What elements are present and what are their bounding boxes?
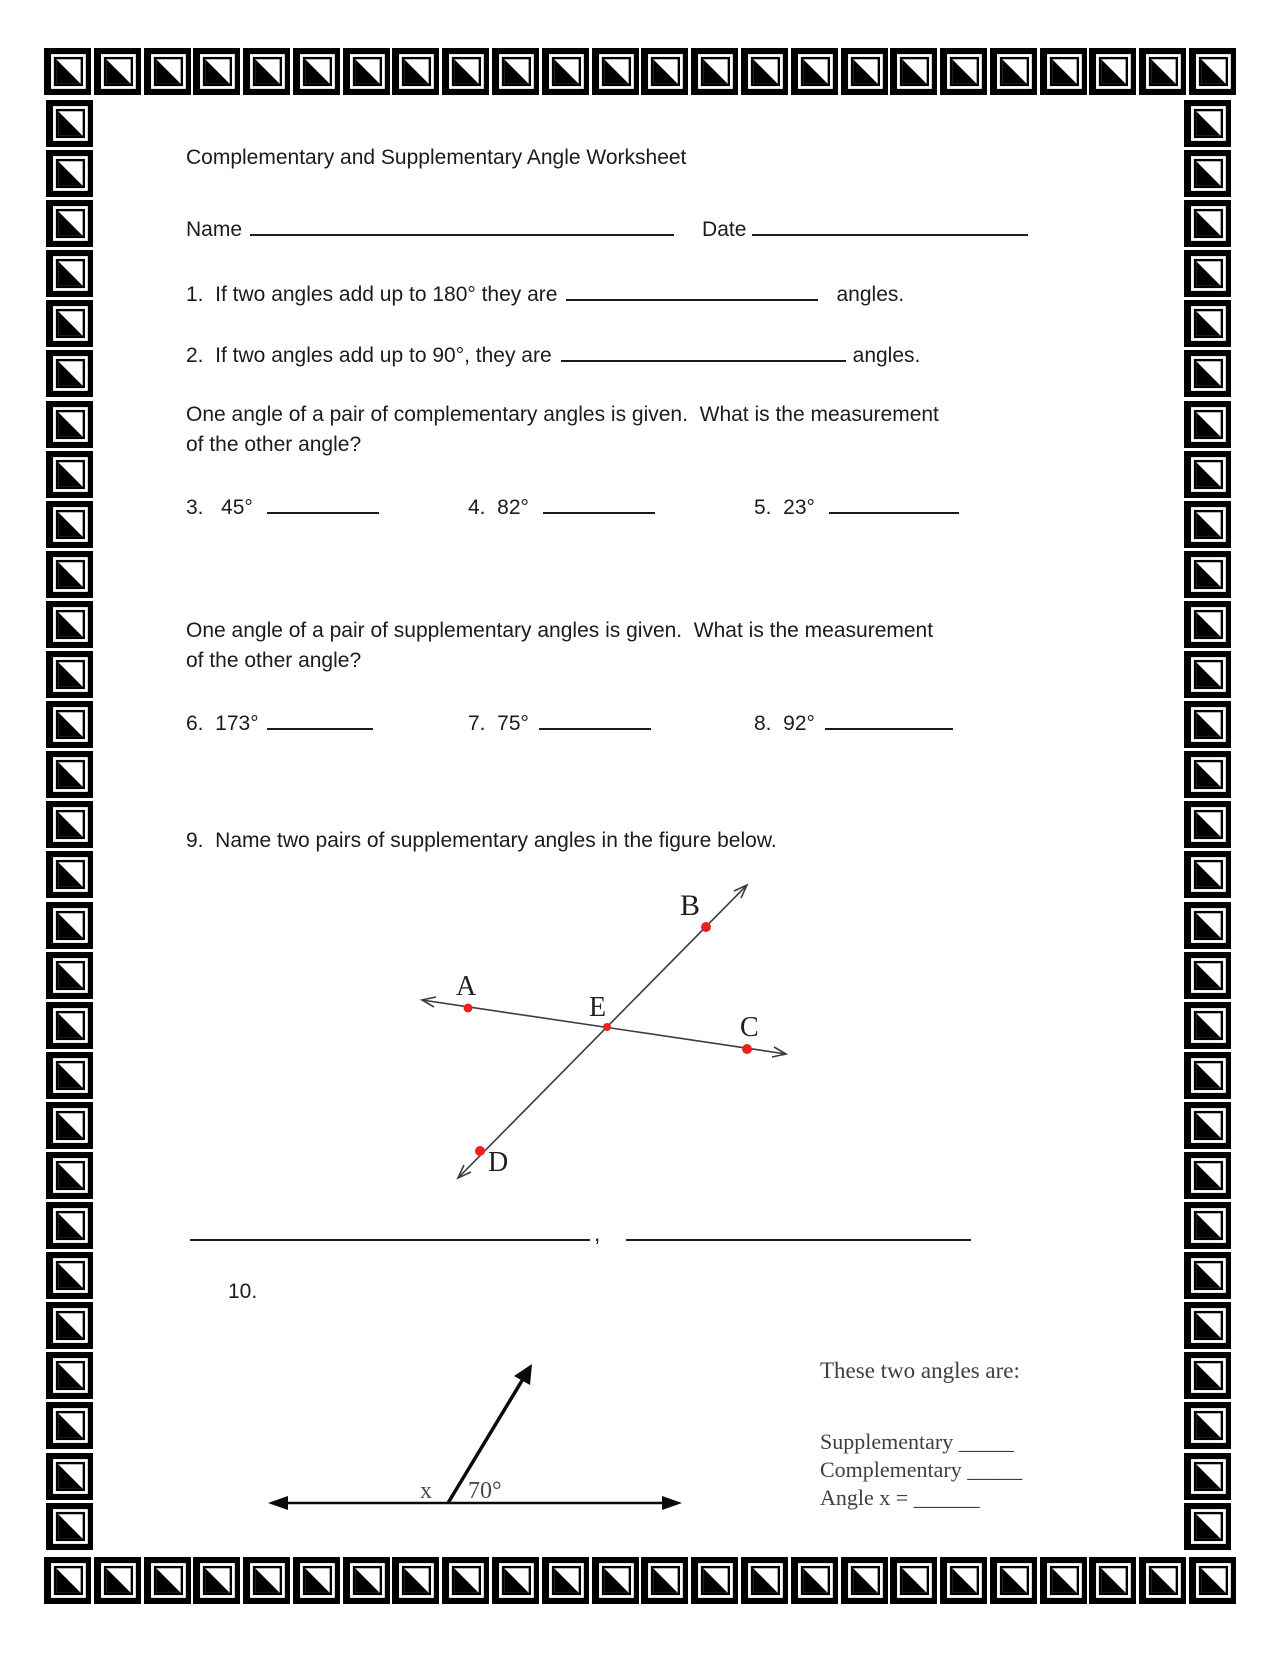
supplementary-prompt — [186, 616, 1086, 676]
border-left — [46, 100, 93, 1550]
border-tile — [1184, 1252, 1231, 1299]
question-1-blank[interactable] — [566, 281, 818, 301]
option-angle-x[interactable]: Angle x = ______ — [820, 1485, 980, 1510]
border-tile — [1184, 952, 1231, 999]
point-label-b: B — [680, 889, 701, 922]
border-tile — [46, 1002, 93, 1049]
border-tile — [46, 1152, 93, 1199]
border-tile — [46, 651, 93, 698]
question-1-text: 1. If two angles add up to 180° they are — [186, 283, 558, 306]
border-tile — [46, 751, 93, 798]
point-label-c: C — [740, 1012, 759, 1043]
border-tile — [293, 1557, 340, 1604]
question-8-blank[interactable] — [825, 710, 953, 730]
border-tile — [46, 851, 93, 898]
border-tile — [293, 48, 340, 95]
border-tile — [1189, 1557, 1236, 1604]
border-tile — [46, 250, 93, 297]
border-tile — [46, 1453, 93, 1500]
question-3-label: 3. 45° — [186, 496, 253, 519]
border-tile — [791, 48, 838, 95]
border-tile — [1184, 1052, 1231, 1099]
border-tile — [46, 551, 93, 598]
border-tile — [44, 1557, 91, 1604]
arrowhead-right — [662, 1496, 682, 1510]
border-tile — [46, 701, 93, 748]
complementary-prompt-line1: One angle of a pair of complementary angles is given. What is the measurement — [186, 403, 939, 426]
question-9-answer-row — [190, 1220, 971, 1247]
question-7 — [468, 710, 651, 736]
border-tile — [144, 48, 191, 95]
question-4-label: 4. 82° — [468, 496, 529, 519]
border-tile — [46, 1302, 93, 1349]
border-tile — [741, 1557, 788, 1604]
date-blank[interactable] — [752, 216, 1028, 236]
supplementary-prompt-line1: One angle of a pair of supplementary angles is given. What is the measurement — [186, 619, 934, 642]
question-1 — [186, 281, 904, 307]
border-tile — [1184, 1002, 1231, 1049]
question-4 — [468, 494, 655, 520]
border-tile — [1184, 551, 1231, 598]
question-3-blank[interactable] — [267, 494, 379, 514]
border-tile — [1184, 1152, 1231, 1199]
border-tile — [343, 1557, 390, 1604]
option-complementary[interactable]: Complementary _____ — [820, 1457, 1023, 1482]
border-top — [44, 48, 1236, 95]
point-label-e: E — [589, 992, 607, 1023]
question-4-blank[interactable] — [543, 494, 655, 514]
complementary-prompt-line2: of the other angle? — [186, 433, 362, 456]
point-dot-b — [701, 922, 711, 932]
border-tile — [1184, 350, 1231, 397]
border-tile — [46, 451, 93, 498]
border-tile — [343, 48, 390, 95]
border-tile — [144, 1557, 191, 1604]
border-tile — [1184, 1302, 1231, 1349]
border-tile — [46, 100, 93, 147]
name-blank[interactable] — [250, 216, 674, 236]
border-tile — [46, 601, 93, 648]
border-tile — [46, 350, 93, 397]
point-dot-a — [464, 1004, 473, 1013]
border-tile — [492, 1557, 539, 1604]
border-tile — [46, 300, 93, 347]
border-tile — [492, 48, 539, 95]
border-tile — [1184, 851, 1231, 898]
name-date-row — [186, 216, 1028, 242]
border-tile — [841, 48, 888, 95]
question-9-blank-2[interactable] — [626, 1221, 971, 1241]
border-tile — [46, 801, 93, 848]
border-tile — [1184, 1202, 1231, 1249]
border-tile — [592, 48, 639, 95]
point-dot-e — [603, 1023, 611, 1031]
complementary-prompt — [186, 400, 1086, 460]
border-tile — [1184, 1453, 1231, 1500]
angle-70-label: 70° — [468, 1478, 502, 1504]
border-tile — [442, 1557, 489, 1604]
border-tile — [592, 1557, 639, 1604]
border-tile — [940, 48, 987, 95]
page-title: Complementary and Supplementary Angle Worksheet — [186, 146, 687, 169]
question-2-blank[interactable] — [561, 342, 846, 362]
border-tile — [46, 200, 93, 247]
border-tile — [641, 48, 688, 95]
question-6-blank[interactable] — [267, 710, 373, 730]
question-6-label: 6. 173° — [186, 712, 259, 735]
question-10-panel — [820, 1358, 1022, 1512]
border-tile — [46, 1052, 93, 1099]
question-7-blank[interactable] — [539, 710, 651, 730]
border-tile — [46, 952, 93, 999]
border-tile — [46, 1102, 93, 1149]
border-tile — [1184, 801, 1231, 848]
supplementary-prompt-line2: of the other angle? — [186, 649, 362, 672]
border-tile — [1184, 902, 1231, 949]
border-tile — [1184, 1503, 1231, 1550]
question-3 — [186, 494, 379, 520]
option-supplementary[interactable]: Supplementary _____ — [820, 1429, 1014, 1454]
border-tile — [1184, 501, 1231, 548]
point-label-a: A — [456, 971, 477, 1002]
border-tile — [1184, 1402, 1231, 1449]
border-right — [1184, 100, 1231, 1550]
border-tile — [1184, 100, 1231, 147]
figure-angle-on-line — [258, 1338, 688, 1510]
border-tile — [46, 1252, 93, 1299]
questions-3-5-row — [186, 494, 1106, 520]
border-tile — [691, 1557, 738, 1604]
border-bottom — [44, 1557, 1236, 1604]
question-9-blank-1[interactable] — [190, 1221, 590, 1241]
border-tile — [1184, 150, 1231, 197]
border-tile — [1184, 1102, 1231, 1149]
figure-intersecting-lines — [390, 858, 810, 1188]
border-tile — [46, 1503, 93, 1550]
border-tile — [1184, 1352, 1231, 1399]
questions-6-8-row — [186, 710, 1106, 736]
question-9-comma: , — [594, 1220, 601, 1246]
border-tile — [94, 1557, 141, 1604]
border-tile — [1184, 401, 1231, 448]
border-tile — [1184, 601, 1231, 648]
question-1-suffix: angles. — [836, 283, 905, 306]
point-dot-c — [742, 1044, 752, 1054]
border-tile — [1184, 300, 1231, 347]
question-10-label: 10. — [228, 1280, 258, 1303]
question-5-blank[interactable] — [829, 494, 959, 514]
border-tile — [1189, 48, 1236, 95]
border-tile — [1089, 1557, 1136, 1604]
arrowhead-left — [268, 1496, 288, 1510]
border-tile — [44, 48, 91, 95]
border-tile — [442, 48, 489, 95]
question-2-suffix: angles. — [852, 344, 921, 367]
border-tile — [193, 48, 240, 95]
border-tile — [890, 1557, 937, 1604]
question-8 — [754, 710, 953, 736]
border-tile — [1184, 701, 1231, 748]
question-2 — [186, 342, 920, 368]
question-5 — [754, 494, 959, 520]
name-label: Name — [186, 218, 243, 241]
border-tile — [1184, 751, 1231, 798]
border-tile — [940, 1557, 987, 1604]
border-tile — [46, 1352, 93, 1399]
border-tile — [243, 1557, 290, 1604]
border-tile — [46, 150, 93, 197]
question-2-text: 2. If two angles add up to 90°, they are — [186, 344, 552, 367]
date-label: Date — [702, 218, 747, 241]
border-tile — [46, 1402, 93, 1449]
border-tile — [1139, 48, 1186, 95]
point-label-d: D — [488, 1147, 509, 1178]
border-tile — [392, 1557, 439, 1604]
question-6 — [186, 710, 373, 736]
border-tile — [1139, 1557, 1186, 1604]
border-tile — [990, 1557, 1037, 1604]
border-tile — [791, 1557, 838, 1604]
border-tile — [94, 48, 141, 95]
question-9-label: 9. Name two pairs of supplementary angles in the figure below. — [186, 829, 777, 852]
border-tile — [890, 48, 937, 95]
border-tile — [392, 48, 439, 95]
border-tile — [542, 1557, 589, 1604]
point-dot-d — [475, 1146, 485, 1156]
border-tile — [1184, 651, 1231, 698]
border-tile — [1040, 48, 1087, 95]
border-tile — [1184, 451, 1231, 498]
border-tile — [1184, 200, 1231, 247]
border-tile — [46, 1202, 93, 1249]
border-tile — [193, 1557, 240, 1604]
border-tile — [990, 48, 1037, 95]
angle-x-label: x — [420, 1478, 432, 1504]
border-tile — [1089, 48, 1136, 95]
border-tile — [1040, 1557, 1087, 1604]
question-8-label: 8. 92° — [754, 712, 815, 735]
border-tile — [46, 501, 93, 548]
border-tile — [1184, 250, 1231, 297]
border-tile — [243, 48, 290, 95]
question-5-label: 5. 23° — [754, 496, 815, 519]
border-tile — [841, 1557, 888, 1604]
border-tile — [46, 902, 93, 949]
border-tile — [641, 1557, 688, 1604]
border-tile — [691, 48, 738, 95]
border-tile — [542, 48, 589, 95]
border-tile — [741, 48, 788, 95]
panel-heading: These two angles are: — [820, 1358, 1020, 1383]
question-7-label: 7. 75° — [468, 712, 529, 735]
border-tile — [46, 401, 93, 448]
